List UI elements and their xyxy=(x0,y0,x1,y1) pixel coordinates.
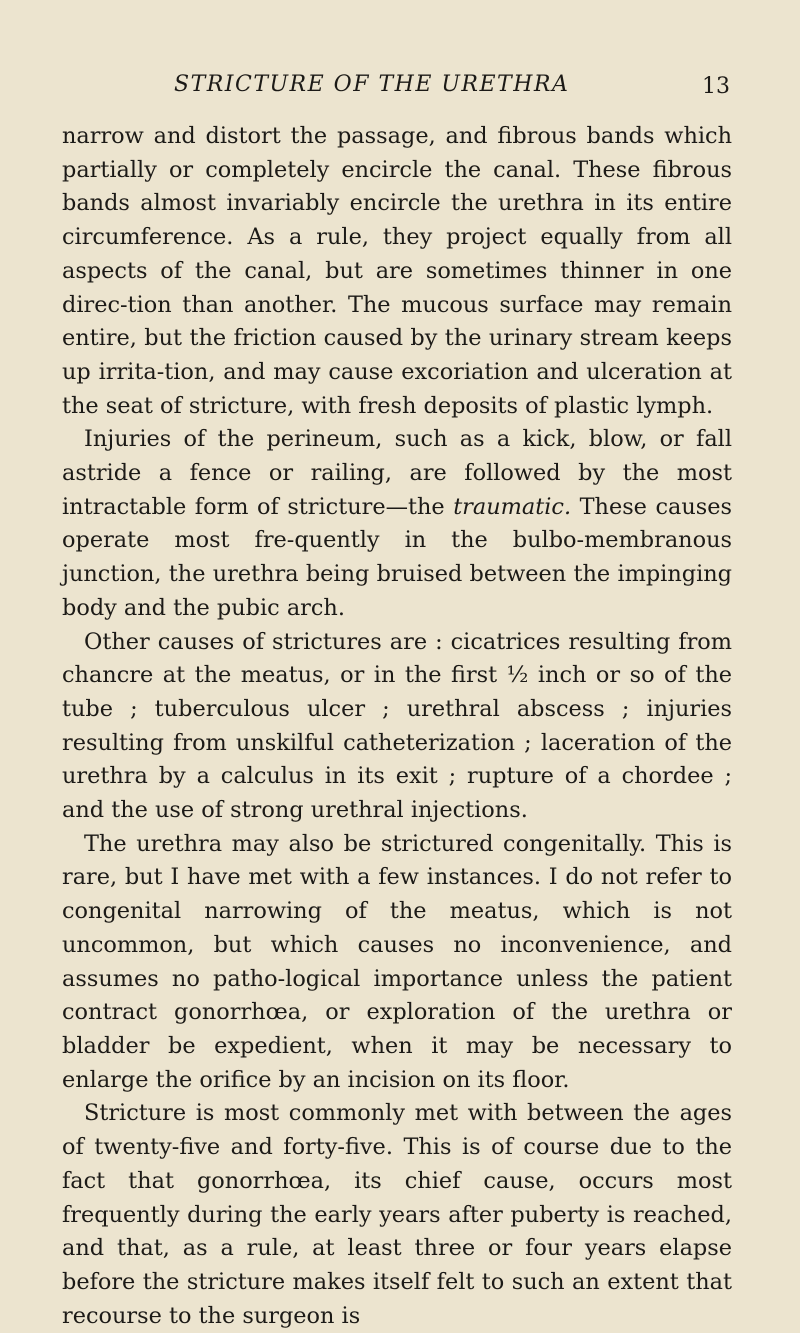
paragraph-5-text: Stricture is most commonly met with between the ages of twenty-five and forty-five. This is of course due to the fact that gonorrhœa, its chief cause, occurs most frequently during the early years after puberty is reached, and that, as a rule, at least three or four years elapse before the stricture makes itself felt to such an extent that recourse to the surgeon is xyxy=(62,1100,732,1329)
running-head xyxy=(62,72,732,102)
paragraph-1 xyxy=(62,120,732,423)
paragraph-3-text: Other causes of strictures are : cicatrices resulting from chancre at the meatus, or in the first ½ inch or so of the tube ; tuberculous ulcer ; urethral abscess ; injuries resulting from unskilful catheterization ; laceration of the urethra by a calculus in its exit ; rupture of a chordee ; and the use of strong urethral injections. xyxy=(62,628,732,824)
paragraph-4 xyxy=(62,828,732,1098)
paragraph-4-text: The urethra may also be strictured congenitally. This is rare, but I have met with a few instances. I do not refer to congenital narrowing of the meatus, which is not uncommon, but which causes no inconvenience, and assumes no patho-logical importance unless the patient contract gonorrhœa, or exploration of the urethra or bladder be expedient, when it may be necessary to enlarge the orifice by an incision on its floor. xyxy=(62,830,732,1093)
running-title: STRICTURE OF THE URETHRA xyxy=(174,72,570,97)
page-number: 13 xyxy=(702,74,730,99)
paragraph-1-text: narrow and distort the passage, and fibrous bands which partially or completely encircle the canal. These fibrous bands almost invariably encircle the urethra in its entire circumference. As a rule, they project equally from all aspects of the canal, but are sometimes thinner in one direc-tion than another. The mucous surface may remain entire, but the friction caused by the urinary stream keeps up irrita-tion, and may cause excoriation and ulceration at the seat of stricture, with fresh deposits of plastic lymph. xyxy=(62,123,732,419)
paragraph-2-text-before: Injuries of the perineum, such as a kick, blow, or fall astride a fence or railing, are followed by the most intractable form of stricture—the xyxy=(62,426,732,520)
body-text xyxy=(62,120,732,1333)
paragraph-3 xyxy=(62,626,732,828)
paragraph-2 xyxy=(62,423,732,625)
paragraph-5 xyxy=(62,1097,732,1333)
paragraph-2-text-after: These causes operate most fre-quently in the bulbo-membranous junction, the urethra being bruised between the impinging body and the pubic arch. xyxy=(62,493,733,621)
paragraph-2-emphasis: traumatic. xyxy=(453,493,572,520)
